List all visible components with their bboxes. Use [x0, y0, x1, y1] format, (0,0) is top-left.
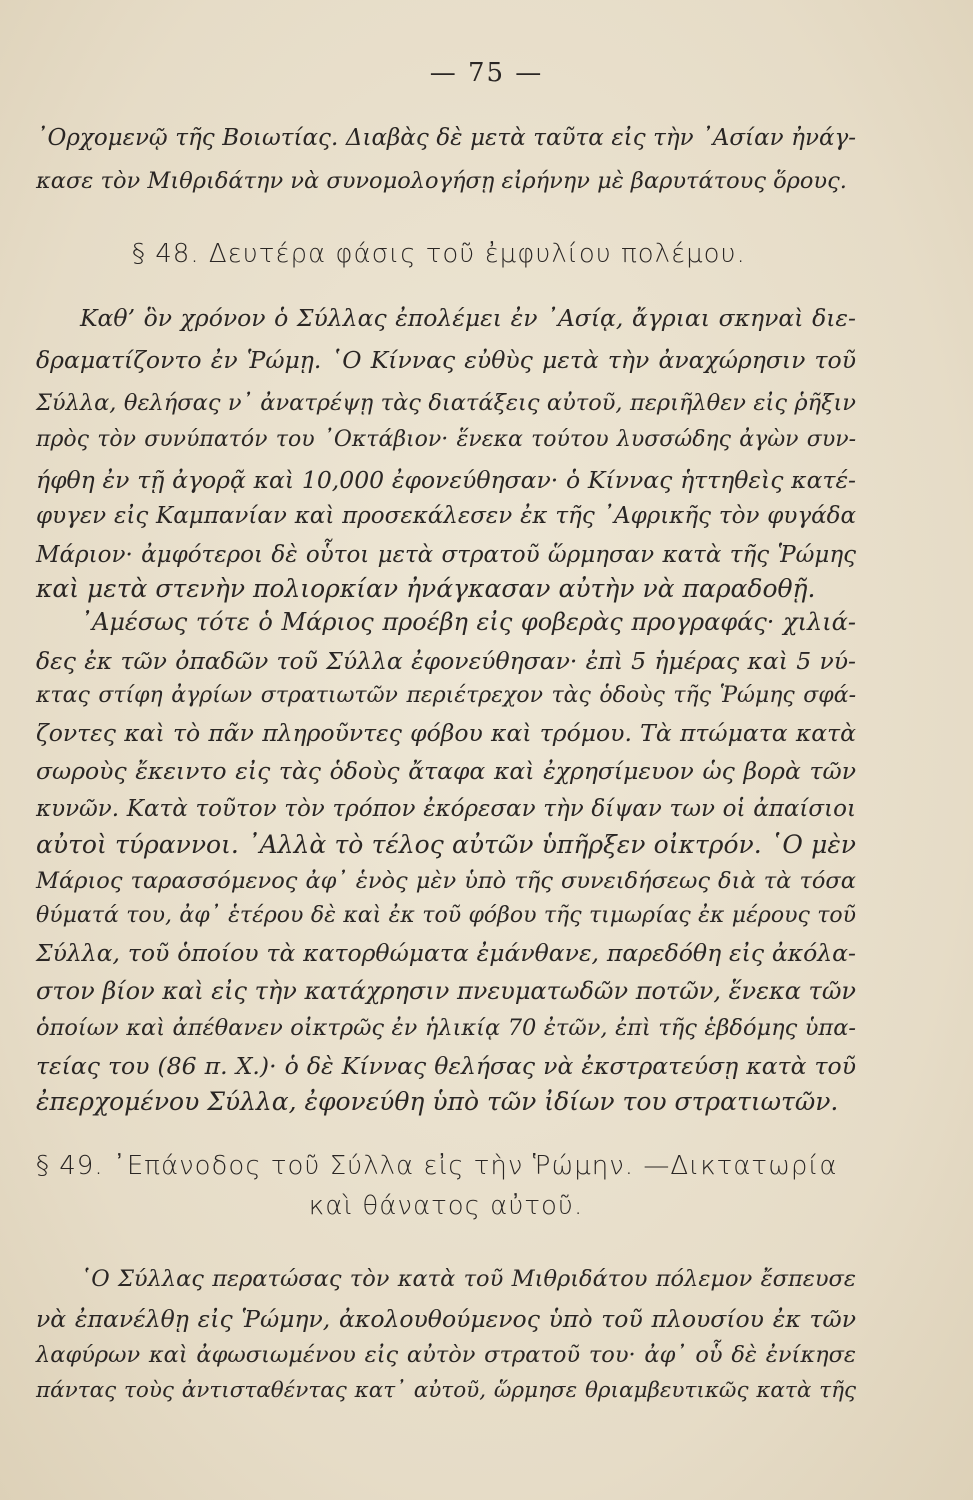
text-line-1: ᾿Ορχομενῷ τῆς Βοιωτίας. Διαβὰς δὲ μετὰ ταῦτα εἰς τὴν ᾿Ασίαν ἠνάγ-: [36, 125, 856, 151]
text-line-5: δραματίζοντο ἐν Ῥώμῃ. ῾Ο Κίννας εὐθὺς μετὰ τὴν ἀναχώρησιν τοῦ: [36, 346, 856, 374]
text-line-28: ῾Ο Σύλλας περατώσας τὸν κατὰ τοῦ Μιθριδάτου πόλεμον ἔσπευσε: [80, 1266, 856, 1292]
text-line-17: κυνῶν. Κατὰ τοῦτον τὸν τρόπον ἐκόρεσαν τὴν δίψαν των οἱ ἀπαίσιοι: [36, 796, 856, 822]
section-heading-48: § 48. Δευτέρα φάσις τοῦ ἐμφυλίου πολέμου.: [132, 239, 746, 269]
text-line-24: τείας του (86 π. Χ.)· ὁ δὲ Κίννας θελήσας νὰ ἐκστρατεύσῃ κατὰ τοῦ: [36, 1052, 856, 1080]
text-line-30: λαφύρων καὶ ἀφωσιωμένου εἰς αὐτὸν στρατοῦ του· ἀφ᾿ οὗ δὲ ἐνίκησε: [36, 1342, 856, 1368]
text-line-18: αὐτοὶ τύραννοι. ᾿Αλλὰ τὸ τέλος αὐτῶν ὑπῆρξεν οἰκτρόν. ῾Ο μὲν: [36, 830, 856, 859]
text-line-29: νὰ ἐπανέλθῃ εἰς Ῥώμην, ἀκολουθούμενος ὑπὸ τοῦ πλουσίου ἐκ τῶν: [36, 1305, 856, 1333]
text-line-21: Σύλλα, τοῦ ὁποίου τὰ κατορθώματα ἐμάνθανε, παρεδόθη εἰς ἀκόλα-: [36, 939, 856, 967]
text-line-22: στον βίον καὶ εἰς τὴν κατάχρησιν πνευματωδῶν ποτῶν, ἕνεκα τῶν: [36, 977, 856, 1005]
text-line-15: ζοντες καὶ τὸ πᾶν πληροῦντες φόβου καὶ τρόμου. Τὰ πτώματα κατὰ: [36, 719, 856, 747]
text-line-11: καὶ μετὰ στενὴν πολιορκίαν ἠνάγκασαν αὐτὴν νὰ παραδοθῇ.: [36, 574, 816, 603]
text-line-23: ὁποίων καὶ ἀπέθανεν οἰκτρῶς ἐν ἡλικίᾳ 70 ἐτῶν, ἐπὶ τῆς ἑβδόμης ὑπα-: [36, 1015, 856, 1041]
text-line-8: ήφθη ἐν τῇ ἀγορᾷ καὶ 10,000 ἐφονεύθησαν· ὁ Κίννας ἡττηθεὶς κατέ-: [36, 466, 856, 494]
text-line-14: κτας στίφη ἀγρίων στρατιωτῶν περιέτρεχον τὰς ὁδοὺς τῆς Ῥώμης σφά-: [36, 683, 856, 708]
text-line-6: Σύλλα, θελήσας ν᾿ ἀνατρέψῃ τὰς διατάξεις αὐτοῦ, περιῆλθεν εἰς ῥῆξιν: [36, 390, 856, 416]
text-line-19: Μάριος ταρασσόμενος ἀφ᾿ ἑνὸς μὲν ὑπὸ τῆς συνειδήσεως διὰ τὰ τόσα: [36, 868, 856, 894]
section-heading-49: § 49. ᾿Επάνοδος τοῦ Σύλλα εἰς τὴν Ῥώμην. —Δικτατωρία: [36, 1151, 838, 1181]
page-number: — 75 —: [429, 58, 544, 88]
text-line-16: σωροὺς ἔκειντο εἰς τὰς ὁδοὺς ἄταφα καὶ ἐχρησίμευον ὡς βορὰ τῶν: [36, 757, 856, 785]
text-line-10: Μάριον· ἀμφότεροι δὲ οὗτοι μετὰ στρατοῦ ὥρμησαν κατὰ τῆς Ῥώμης: [36, 542, 856, 568]
text-line-7: πρὸς τὸν συνύπατόν του ᾿Οκτάβιον· ἕνεκα τούτου λυσσώδης ἀγὼν συν-: [36, 427, 856, 452]
text-line-20: θύματά του, ἀφ᾿ ἑτέρου δὲ καὶ ἐκ τοῦ φόβου τῆς τιμωρίας ἐκ μέρους τοῦ: [36, 903, 856, 928]
text-line-9: φυγεν εἰς Καμπανίαν καὶ προσεκάλεσεν ἐκ τῆς ᾿Αφρικῆς τὸν φυγάδα: [36, 503, 856, 529]
text-line-12: ᾿Αμέσως τότε ὁ Μάριος προέβη εἰς φοβερὰς προγραφάς· χιλιά-: [80, 608, 856, 636]
text-line-13: δες ἐκ τῶν ὀπαδῶν τοῦ Σύλλα ἐφονεύθησαν· ἐπὶ 5 ἡμέρας καὶ 5 νύ-: [36, 647, 856, 675]
text-line-25: ἐπερχομένου Σύλλα, ἐφονεύθη ὑπὸ τῶν ἰδίων του στρατιωτῶν.: [36, 1087, 839, 1116]
text-line-2: κασε τὸν Μιθριδάτην νὰ συνομολογήσῃ εἰρήνην μὲ βαρυτάτους ὅρους.: [36, 168, 847, 194]
text-line-4: Καθ’ ὃν χρόνον ὁ Σύλλας ἐπολέμει ἐν ᾿Ασίᾳ, ἄγριαι σκηναὶ διε-: [80, 304, 856, 332]
section-heading-49-cont: καὶ θάνατος αὐτοῦ.: [308, 1191, 584, 1221]
text-line-31: πάντας τοὺς ἀντισταθέντας κατ᾿ αὐτοῦ, ὥρμησε θριαμβευτικῶς κατὰ τῆς: [36, 1378, 856, 1403]
